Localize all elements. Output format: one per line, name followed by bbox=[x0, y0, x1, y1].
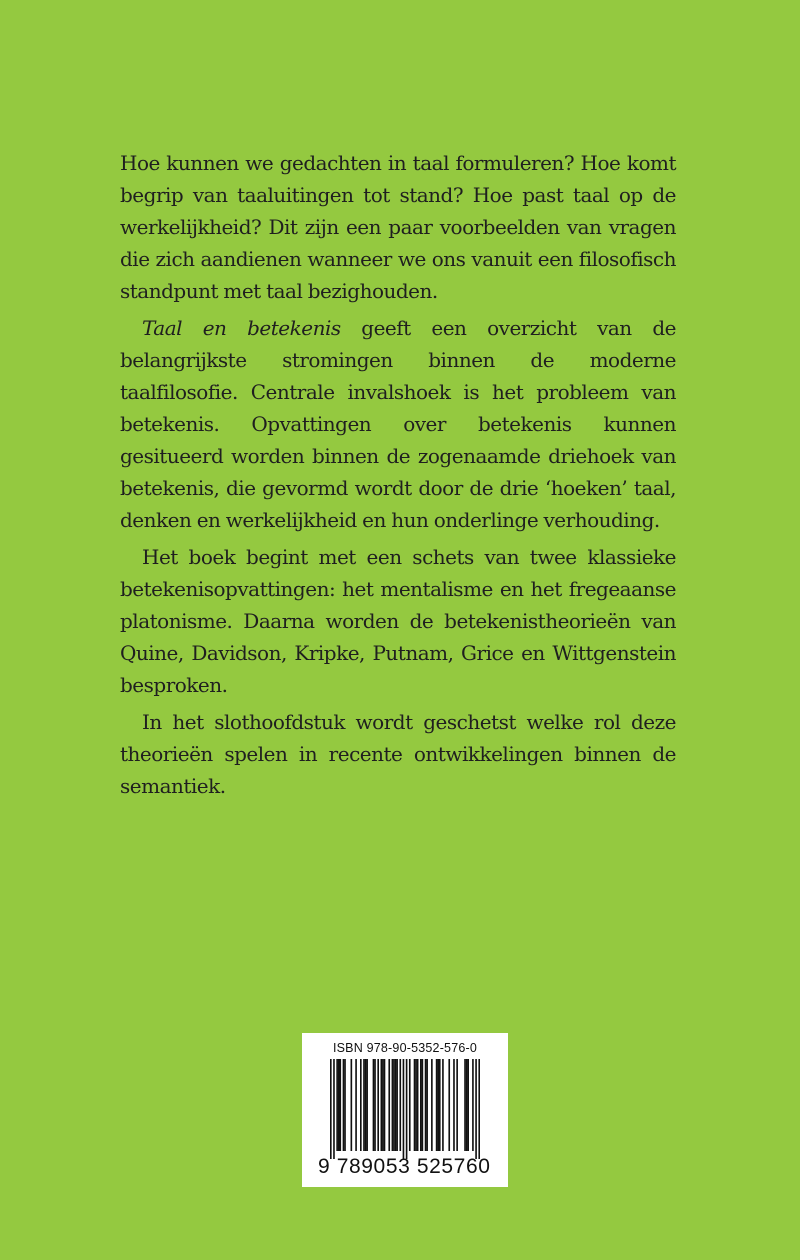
barcode-bar bbox=[464, 1059, 466, 1151]
barcode-bar bbox=[406, 1059, 408, 1159]
barcode-bar bbox=[363, 1059, 365, 1151]
barcode-bar bbox=[426, 1059, 428, 1151]
barcode-bar bbox=[395, 1059, 397, 1151]
barcode-bar bbox=[393, 1059, 395, 1151]
barcode-bar bbox=[475, 1059, 477, 1159]
barcode-bar bbox=[425, 1059, 427, 1151]
blurb-paragraph-3: Het boek begint met een schets van twee klassieke betekenisopvattingen: het mentalisme en het fregeaanse platonisme. Daarna worden de betekenistheorieën van Quine, Davidson, Kripke, Putnam, Grice en Wittgenstein besproken. bbox=[120, 545, 676, 697]
barcode-bar bbox=[388, 1059, 390, 1151]
barcode-bar bbox=[448, 1059, 450, 1151]
barcode-bar bbox=[467, 1059, 469, 1151]
blurb-paragraph-1: Hoe kunnen we gedachten in taal formuleren? Hoe komt begrip van taaluitingen tot stand? Hoe past taal op de werkelijkheid? Dit zijn een paar voorbeelden van vragen die zich aandienen wanneer we ons vanuit een filosofisch standpunt met taal bezighouden. bbox=[120, 151, 676, 303]
barcode-bar bbox=[453, 1059, 455, 1151]
barcode-bar bbox=[417, 1059, 419, 1151]
barcode-bar bbox=[456, 1059, 458, 1151]
barcode-bar bbox=[360, 1059, 362, 1151]
barcode-bar bbox=[403, 1059, 405, 1159]
barcode-bar bbox=[478, 1059, 480, 1159]
barcode-bar bbox=[422, 1059, 424, 1151]
barcode-bar bbox=[374, 1059, 376, 1151]
barcode-bar bbox=[355, 1059, 357, 1151]
barcode-bar bbox=[472, 1059, 474, 1151]
book-title-italic: Taal en betekenis bbox=[142, 316, 341, 340]
barcode-bar bbox=[384, 1059, 386, 1151]
barcode-bar bbox=[351, 1059, 353, 1151]
barcode-bar bbox=[338, 1059, 340, 1151]
barcode-digits: 9 789053 525760 bbox=[318, 1155, 491, 1178]
barcode-bar bbox=[373, 1059, 375, 1151]
barcode-bar bbox=[466, 1059, 468, 1151]
barcode-bar bbox=[409, 1059, 411, 1151]
barcode-bar bbox=[366, 1059, 368, 1151]
barcode-bar bbox=[420, 1059, 422, 1151]
barcode-label bbox=[302, 1033, 508, 1187]
barcode-bar bbox=[343, 1059, 345, 1151]
barcode-bar bbox=[344, 1059, 346, 1151]
blurb-text bbox=[120, 147, 676, 802]
barcode-bar bbox=[330, 1059, 332, 1159]
barcode-bar bbox=[339, 1059, 341, 1151]
barcode-bar bbox=[382, 1059, 384, 1151]
barcode-bar bbox=[431, 1059, 433, 1151]
barcode-bar bbox=[377, 1059, 379, 1151]
barcode-bar bbox=[336, 1059, 338, 1151]
blurb-paragraph-2 bbox=[120, 312, 676, 536]
barcode-bar bbox=[396, 1059, 398, 1151]
isbn-number: ISBN 978-90-5352-576-0 bbox=[332, 1041, 478, 1055]
barcode-bar bbox=[414, 1059, 416, 1151]
barcode-icon bbox=[330, 1059, 480, 1159]
blurb-paragraph-2-text: geeft een overzicht van de belangrijkste stromingen binnen de moderne taalfilosofie. Centrale invalshoek is het probleem van betekenis. Opvattingen over betekenis kunnen gesitueerd worden binnen de zogenaamde driehoek van betekenis, die gevormd wordt door de drie ‘hoeken’ taal, denken en werkelijkheid en hun onderlinge verhouding. bbox=[120, 316, 676, 532]
barcode-bar bbox=[365, 1059, 367, 1151]
barcode-bar bbox=[399, 1059, 401, 1151]
barcode-bar bbox=[392, 1059, 394, 1151]
barcode-bar bbox=[439, 1059, 441, 1151]
blurb-paragraph-4: In het slothoofdstuk wordt geschetst welke rol deze theorieën spelen in recente ontwikkelingen binnen de semantiek. bbox=[120, 710, 676, 798]
barcode-bar bbox=[333, 1059, 335, 1159]
barcode-bar bbox=[415, 1059, 417, 1151]
barcode-bar bbox=[437, 1059, 439, 1151]
barcode-bar bbox=[436, 1059, 438, 1151]
barcode-bar bbox=[442, 1059, 444, 1151]
barcode-bar bbox=[381, 1059, 383, 1151]
